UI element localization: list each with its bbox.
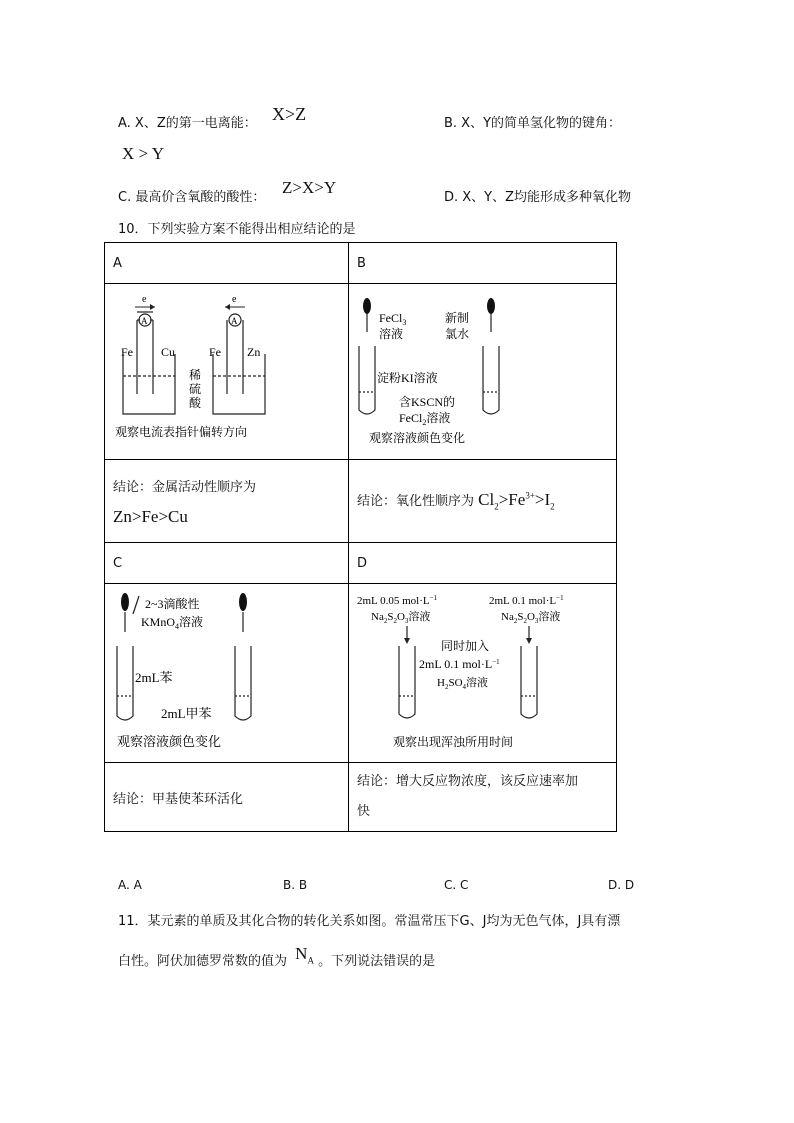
fig-c-toluene: 2mL甲苯 xyxy=(161,706,212,721)
q9-option-a xyxy=(118,112,257,131)
conclusion-b-text: 结论：氧化性顺序为 xyxy=(357,494,475,510)
q11-line2-end: 。下列说法错误的是 xyxy=(318,954,436,969)
q10-table xyxy=(104,242,617,832)
cell-d-label: D xyxy=(349,543,617,584)
q9-option-b: B. X、Y的简单氢化物的键角： xyxy=(444,116,622,131)
fig-a-caption: 观察电流表指针偏转方向 xyxy=(115,425,248,439)
q9-option-b-math: X > Y xyxy=(122,144,165,163)
fig-c-caption: 观察溶液颜色变化 xyxy=(117,734,222,749)
conclusion-d-line1: 结论：增大反应物浓度，该反应速率加 xyxy=(357,774,579,789)
fig-c-drop-2: KMnO$_4$溶液 xyxy=(141,615,204,631)
conclusion-c xyxy=(105,763,349,832)
fig-d-right-1: 2mL 0.1 $mol\cdot L^{-1}$ xyxy=(489,594,564,607)
fig-d-caption: 观察出现浑浊所用时间 xyxy=(393,735,514,749)
q9-option-a-text: A. X、Z的第一电离能： xyxy=(118,116,257,131)
fig-d-left-2: $Na_2S_2O_3$溶液 xyxy=(371,611,431,625)
fig-d-right-2: $Na_2S_2O_3$溶液 xyxy=(501,611,561,625)
conclusion-d xyxy=(349,763,617,832)
q10-option-d: D. D xyxy=(608,878,635,892)
conclusion-a-math: Zn>Fe>Cu xyxy=(113,506,188,526)
fig-a-cu: Cu xyxy=(161,345,176,359)
q11-line2-text: 白性。阿伏加德罗常数的值为 xyxy=(118,954,288,969)
fig-a-acid1: 稀 xyxy=(189,368,202,382)
fig-d-mid-3: $H_2SO_4$溶液 xyxy=(437,677,489,691)
fig-c-benzene: 2mL苯 xyxy=(135,670,173,685)
q9-option-d: D. X、Y、Z均能形成多种氧化物 xyxy=(444,190,632,205)
fig-a-fe2: Fe xyxy=(209,345,221,359)
fig-d-mid-2: 2mL 0.1 $mol\cdot L^{-1}$ xyxy=(419,657,500,671)
fig-a-acid3: 酸 xyxy=(189,396,202,410)
q11-na: $N_A$ xyxy=(295,944,314,966)
conclusion-b-math: $Cl_2>Fe^{3+}>I_2$ xyxy=(478,490,555,512)
figure-b xyxy=(349,284,617,460)
figure-a xyxy=(105,284,349,460)
fig-c-drop-1: 2~3滴酸性 xyxy=(145,597,200,611)
fig-a-fe1: Fe xyxy=(121,345,133,359)
fig-d-mid-1: 同时加入 xyxy=(441,639,490,653)
q9-option-a-math: X>Z xyxy=(272,104,307,124)
fig-a-e-left: e xyxy=(142,294,147,305)
fig-a-acid2: 硫 xyxy=(189,382,202,396)
cell-c-label: C xyxy=(105,543,349,584)
fig-a-zn: Zn xyxy=(247,345,261,359)
q11-line2 xyxy=(118,944,436,971)
q10-option-b: B. B xyxy=(283,878,308,892)
q11-line1: 11．某元素的单质及其化合物的转化关系如图。常温常压下G、J均为无色气体，J具有漂 xyxy=(118,914,621,929)
q10-stem: 10．下列实验方案不能得出相应结论的是 xyxy=(118,222,356,237)
q9-option-c: C. 最高价含氧酸的酸性： xyxy=(118,190,266,205)
cell-a-label: A xyxy=(105,243,349,284)
q9-option-c-math: Z>X>Y xyxy=(282,178,337,197)
conclusion-c-text: 结论：甲基使苯环活化 xyxy=(113,791,244,807)
fig-b-fecl3: FeCl$_3$ xyxy=(379,311,407,327)
fig-b-caption: 观察溶液颜色变化 xyxy=(369,431,466,445)
fig-a-e-right: e xyxy=(232,294,237,305)
fig-b-fecl3-solution: 溶液 xyxy=(379,327,404,341)
fig-b-kscn-2: FeCl$_2$溶液 xyxy=(399,411,451,427)
fig-b-chlorine-1: 新制 xyxy=(445,311,470,325)
cell-b-label: B xyxy=(349,243,617,284)
fig-b-ki: 淀粉KI溶液 xyxy=(377,371,438,385)
fig-b-kscn-1: 含KSCN的 xyxy=(399,395,456,409)
conclusion-a-text: 结论：金属活动性顺序为 xyxy=(113,479,257,495)
fig-b-chlorine-2: 氯水 xyxy=(445,327,470,341)
fig-a-ammeter-right: A xyxy=(231,316,238,326)
q10-option-a: A. A xyxy=(118,878,142,892)
figure-c xyxy=(105,584,349,763)
conclusion-a xyxy=(105,460,349,543)
q10-option-c: C. C xyxy=(444,878,469,892)
conclusion-d-line2: 快 xyxy=(357,804,371,819)
fig-d-left-1: 2mL 0.05 $mol\cdot L^{-1}$ xyxy=(357,594,438,607)
figure-d xyxy=(349,584,617,763)
fig-a-ammeter-left: A xyxy=(141,316,148,326)
conclusion-b xyxy=(349,460,617,543)
